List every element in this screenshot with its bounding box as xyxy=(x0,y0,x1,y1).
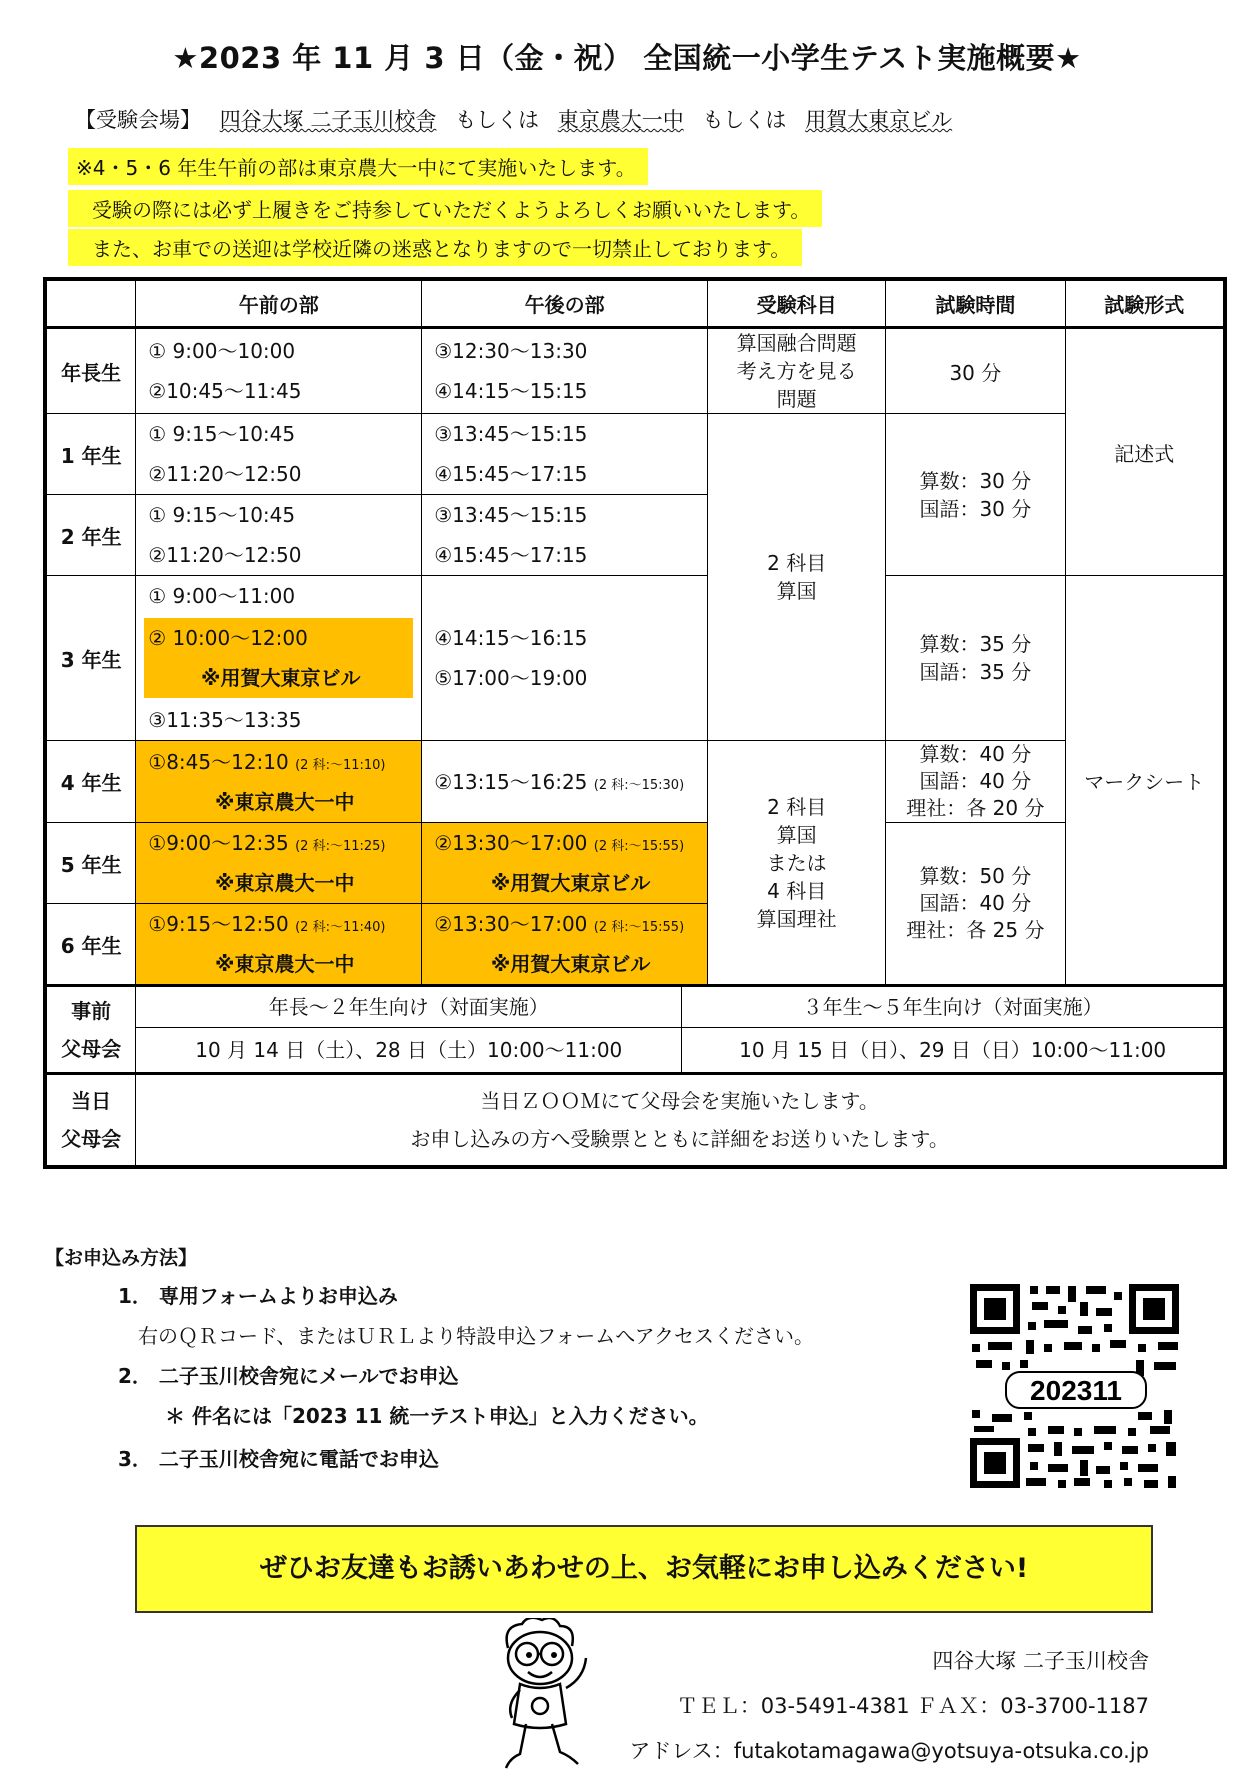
g5-am: ①9:00～12:35 xyxy=(148,831,289,855)
g4-afternoon xyxy=(422,741,708,823)
format-written: 記述式 xyxy=(1065,328,1225,576)
g4-pm: ②13:15～16:25 xyxy=(434,769,588,794)
header-blank xyxy=(45,279,136,328)
g5-am-note: (2 科:～11:25) xyxy=(295,839,386,854)
g3-pm-2: ⑤17:00～19:00 xyxy=(434,666,588,690)
nencho-subject-2: 考え方を見る xyxy=(736,359,857,383)
g2-morning xyxy=(136,495,422,576)
qr-code[interactable] xyxy=(968,1282,1183,1492)
nencho-afternoon xyxy=(422,328,708,414)
venue-place-3: 用賀大東京ビル xyxy=(805,108,953,132)
pre-meeting-left-dates: 10 月 14 日（土）、28 日（土）10:00～11:00 xyxy=(136,1028,682,1072)
nencho-pm-2: ④14:15～15:15 xyxy=(434,379,588,403)
table-row-g1 xyxy=(45,414,1225,495)
g2-afternoon xyxy=(422,495,708,576)
table-row-day-meeting xyxy=(45,1074,1225,1168)
header-format: 試験形式 xyxy=(1065,279,1225,328)
g1-afternoon xyxy=(422,414,708,495)
g3-morning xyxy=(136,576,422,741)
g1-am-2: ②11:20～12:50 xyxy=(148,462,302,486)
table-row-g5 xyxy=(45,823,1225,904)
g56-time-1: 算数：50 分 xyxy=(919,864,1032,888)
g456-subject-5: 算国理社 xyxy=(756,906,837,931)
g2-am-2: ②11:20～12:50 xyxy=(148,543,302,567)
nencho-subject-3: 問題 xyxy=(776,387,817,411)
nencho-subject-1: 算国融合問題 xyxy=(736,331,857,355)
format-mark-sheet: マークシート xyxy=(1065,576,1225,986)
footer-school: 四谷大塚 二子玉川校舎 xyxy=(932,1649,1149,1673)
footer-email[interactable]: アドレス：futakotamagawa@yotsuya-otsuka.co.jp xyxy=(629,1739,1149,1763)
pre-meeting-right-dates: 10 月 15 日（日）、29 日（日）10:00～11:00 xyxy=(739,1038,1167,1062)
apply-heading: 【お申込み方法】 xyxy=(45,1247,198,1269)
g3-am-2: ② 10:00～12:00 xyxy=(148,626,308,650)
table-row-g4 xyxy=(45,741,1225,823)
day-meeting-label xyxy=(45,1074,136,1168)
g1-pm-2: ④15:45～17:15 xyxy=(434,462,588,486)
pre-meeting-body xyxy=(136,986,1225,1074)
table-header-row xyxy=(45,279,1225,328)
g456-subject-1: 2 科目 xyxy=(767,794,827,819)
pre-meeting-right-head: ３年生～５年生向け（対面実施） xyxy=(802,995,1103,1019)
footer-phone-fax: ＴＥＬ：03-5491-4381 ＦＡＸ：03-3700-1187 xyxy=(676,1694,1149,1718)
day-meeting-line-2: お申し込みの方へ受験票とともに詳細をお送りいたします。 xyxy=(410,1127,949,1151)
note-no-cars: また、お車での送迎は学校近隣の迷惑となりますので一切禁止しております。 xyxy=(68,229,802,266)
page-title: ★2023 年 11 月 3 日（金・祝） 全国統一小学生テスト実施概要★ xyxy=(172,41,1082,75)
table-row-pre-meeting xyxy=(45,986,1225,1074)
g456-subject-4: 4 科目 xyxy=(767,878,827,903)
g123-subject-1: 2 科目 xyxy=(767,551,827,575)
schedule-table xyxy=(43,277,1227,1169)
g6-am: ①9:15～12:50 xyxy=(148,912,289,936)
pre-meeting-label-2: 父母会 xyxy=(61,1036,122,1061)
g2-am-1: ① 9:15～10:45 xyxy=(148,503,296,527)
g4-am-place: ※東京農大一中 xyxy=(215,789,355,814)
g5-pm-note: (2 科:～15:55) xyxy=(593,839,685,854)
g4-pm-note: (2 科:～15:30) xyxy=(593,777,685,793)
grade-4: 4 年生 xyxy=(45,741,136,823)
g4-time-1: 算数：40 分 xyxy=(919,742,1032,766)
g12-time-2: 国語：30 分 xyxy=(919,496,1032,521)
g6-pm: ②13:30～17:00 xyxy=(434,912,588,936)
table-row-nencho xyxy=(45,328,1225,414)
nencho-am-1: ① 9:00～10:00 xyxy=(148,339,296,363)
g4-time-3: 理社：各 20 分 xyxy=(906,796,1045,820)
g3-am-2-place: ※用賀大東京ビル xyxy=(201,666,361,690)
g6-pm-note: (2 科:～15:55) xyxy=(593,920,685,935)
nencho-am-2: ②10:45～11:45 xyxy=(148,379,302,403)
grade-6: 6 年生 xyxy=(45,904,136,986)
g5-pm-time xyxy=(422,823,707,863)
qr-code-graphic xyxy=(968,1282,1183,1492)
g5-pm: ②13:30～17:00 xyxy=(434,831,588,855)
g12-duration xyxy=(886,414,1065,576)
g5-am-place: ※東京農大一中 xyxy=(215,871,355,895)
venue-line xyxy=(75,104,964,134)
g3-am-3: ③11:35～13:35 xyxy=(148,708,302,732)
g6-am-place: ※東京農大一中 xyxy=(215,952,355,976)
g6-am-note: (2 科:～11:40) xyxy=(295,920,386,935)
g6-pm-place: ※用賀大東京ビル xyxy=(490,952,651,976)
g456-subject-2: 算国 xyxy=(776,822,817,847)
nencho-morning xyxy=(136,328,422,414)
nencho-duration: 30 分 xyxy=(886,328,1065,414)
grade-3: 3 年生 xyxy=(45,576,136,741)
g4-am: ①8:45～12:10 xyxy=(148,749,289,774)
apply-item-1-desc: 右のＱＲコード、またはＵＲＬより特設申込フォームへアクセスください。 xyxy=(138,1324,814,1348)
g4-duration xyxy=(886,741,1065,823)
g4-am-note: (2 科:～11:10) xyxy=(295,757,386,773)
g3-pm-1: ④14:15～16:15 xyxy=(434,626,588,650)
venue-place-2: 東京農大一中 xyxy=(557,108,684,132)
g56-time-3: 理社：各 25 分 xyxy=(906,918,1045,942)
g5-am-time xyxy=(136,823,421,863)
g4-morning xyxy=(136,741,422,823)
venue-or-1: もしくは xyxy=(455,108,540,132)
note-indoor-shoes: 受験の際には必ず上履きをご持参していただくようよろしくお願いいたします。 xyxy=(68,190,822,227)
g3-time-1: 算数：35 分 xyxy=(919,632,1032,656)
qr-code-label: 202311 xyxy=(1030,1375,1122,1406)
g1-am-1: ① 9:15～10:45 xyxy=(148,422,296,446)
g123-subject-2: 算国 xyxy=(776,579,817,603)
g56-duration xyxy=(886,823,1065,986)
venue-label: 【受験会場】 xyxy=(75,108,201,132)
g3-am-1: ① 9:00～11:00 xyxy=(148,584,296,608)
header-duration: 試験時間 xyxy=(886,279,1065,328)
mascot-illustration xyxy=(490,1618,600,1775)
day-meeting-label-2: 父母会 xyxy=(61,1127,122,1151)
g12-time-1: 算数：30 分 xyxy=(919,468,1032,493)
pre-meeting-label xyxy=(45,986,136,1074)
day-meeting-line-1: 当日ＺＯＯＭにて父母会を実施いたします。 xyxy=(480,1089,879,1113)
grade-nencho: 年長生 xyxy=(45,328,136,414)
pre-meeting-label-1: 事前 xyxy=(71,998,112,1023)
grade-5: 5 年生 xyxy=(45,823,136,904)
g4-pm-time xyxy=(422,762,707,802)
g456-subject-3: または xyxy=(766,850,827,875)
g5-afternoon xyxy=(422,823,708,904)
apply-item-2-desc: ＊ 件名には「2023 11 統一テスト申込」と入力ください。 xyxy=(165,1404,709,1428)
header-subjects: 受験科目 xyxy=(708,279,886,328)
g123-subjects xyxy=(708,414,886,741)
day-meeting-label-1: 当日 xyxy=(71,1089,112,1113)
invite-banner: ぜひお友達もお誘いあわせの上、お気軽にお申し込みください! xyxy=(135,1525,1153,1613)
table-row-g3 xyxy=(45,576,1225,741)
g3-duration xyxy=(886,576,1065,741)
g5-morning xyxy=(136,823,422,904)
venue-place-1: 四谷大塚 二子玉川校舎 xyxy=(219,108,437,132)
header-morning: 午前の部 xyxy=(136,279,422,328)
g56-time-2: 国語：40 分 xyxy=(919,891,1032,915)
apply-item-1: 1． 専用フォームよりお申込み xyxy=(118,1284,398,1308)
g3-time-2: 国語：35 分 xyxy=(919,660,1032,684)
day-meeting-body xyxy=(136,1074,1225,1168)
pre-meeting-left-head: 年長～２年生向け（対面実施） xyxy=(136,987,682,1027)
note-morning-venue: ※4・5・6 年生午前の部は東京農大一中にて実施いたします。 xyxy=(68,148,648,185)
g456-subjects xyxy=(708,741,886,986)
g6-am-time xyxy=(136,904,421,944)
g1-pm-1: ③13:45～15:15 xyxy=(434,422,588,446)
g5-pm-place: ※用賀大東京ビル xyxy=(490,871,651,895)
venue-or-2: もしくは xyxy=(702,108,787,132)
header-afternoon: 午後の部 xyxy=(422,279,708,328)
g6-pm-time xyxy=(422,904,707,944)
g2-pm-1: ③13:45～15:15 xyxy=(434,503,588,527)
g6-morning xyxy=(136,904,422,986)
nencho-pm-1: ③12:30～13:30 xyxy=(434,339,588,363)
g4-am-time xyxy=(136,742,421,782)
nencho-subjects xyxy=(708,328,886,414)
apply-item-3: 3． 二子玉川校舎宛に電話でお申込 xyxy=(118,1447,439,1471)
g4-time-2: 国語：40 分 xyxy=(919,769,1032,793)
g2-pm-2: ④15:45～17:15 xyxy=(434,543,588,567)
g1-morning xyxy=(136,414,422,495)
g3-am-2-highlight xyxy=(144,618,413,698)
g3-afternoon xyxy=(422,576,708,741)
grade-1: 1 年生 xyxy=(45,414,136,495)
g6-afternoon xyxy=(422,904,708,986)
apply-item-2: 2． 二子玉川校舎宛にメールでお申込 xyxy=(118,1364,459,1388)
grade-2: 2 年生 xyxy=(45,495,136,576)
